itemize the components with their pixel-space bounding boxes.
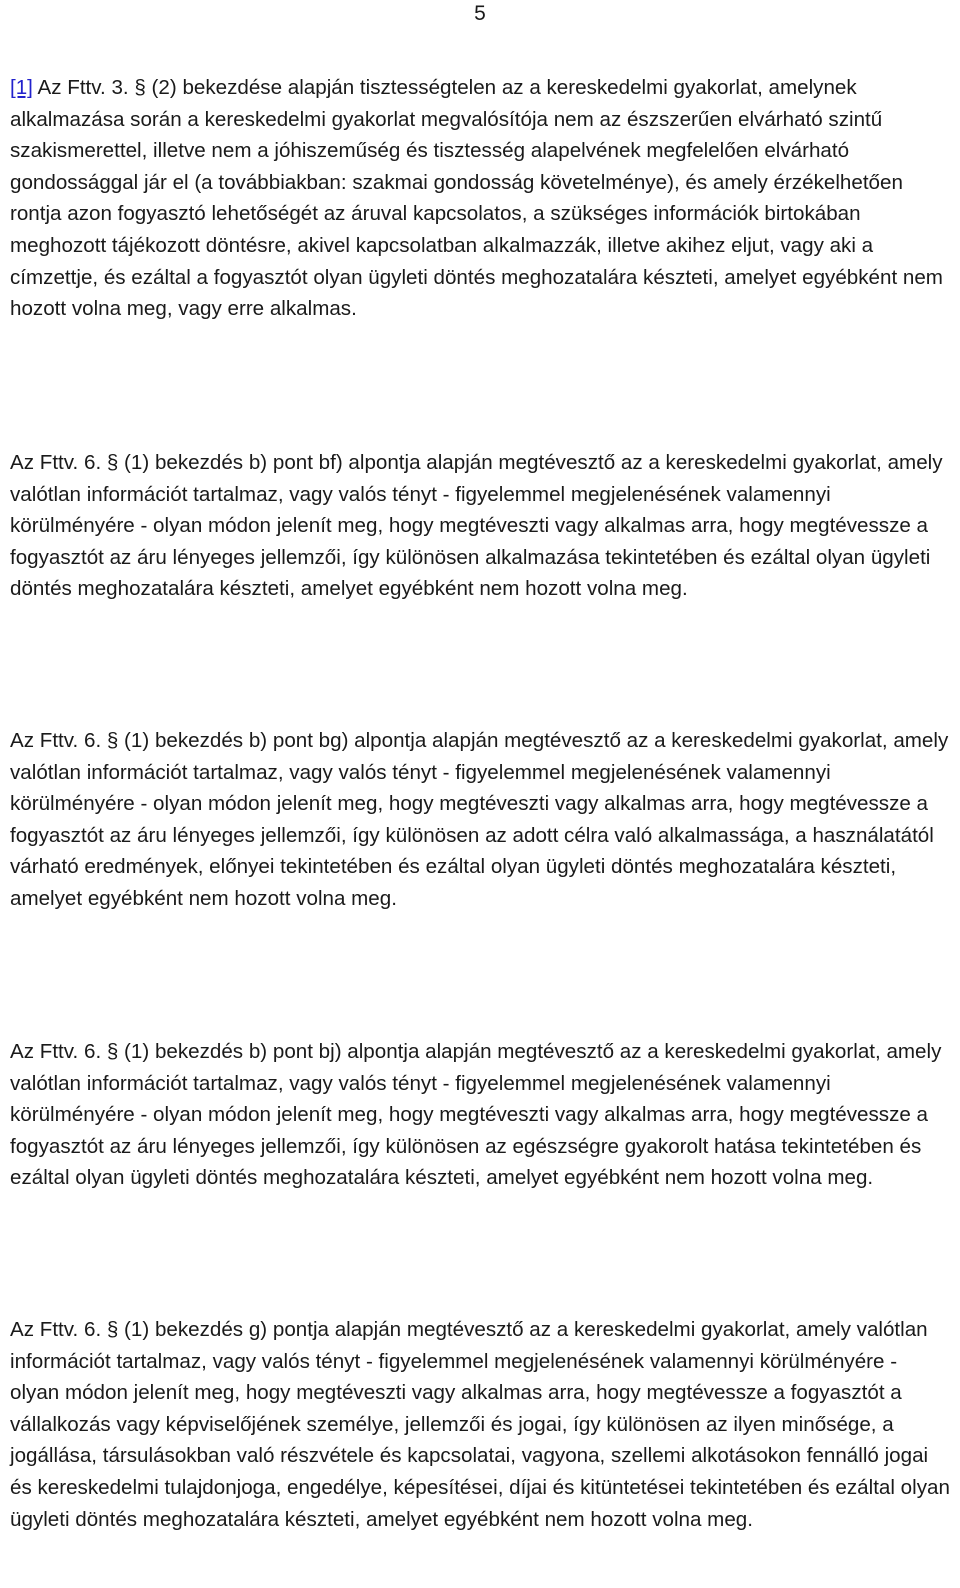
paragraph-fttv-6-1-b-bj: Az Fttv. 6. § (1) bekezdés b) pont bj) alpontja alapján megtévesztő az a kereskedelmi gyakorlat, amely valótlan információt tartalmaz, vagy valós tényt - figyelemmel megjelenésének valamennyi körülményére - olyan módon jelenít meg, hogy megtéveszti vagy alkalmas arra, hogy megtévessze a fogyasztót az áru lényeges jellemzői, így különösen az egészségre gyakorolt hatása tekintetében és ezáltal olyan ügyleti döntés meghozatalára készteti, amelyet egyébként nem hozott volna meg. [10, 1040, 942, 1190]
paragraph-fttv-6-1-g: Az Fttv. 6. § (1) bekezdés g) pontja alapján megtévesztő az a kereskedelmi gyakorlat, amely valótlan információt tartalmaz, vagy valós tényt - figyelemmel megjelenésének valamennyi körülményére - olyan módon jelenít meg, hogy megtéveszti vagy alkalmas arra, hogy megtévessze a fogyasztót a vállalkozás vagy képviselőjének személye, jellemzői és jogai, így különösen az ilyen minősége, a jogállása, társulásokban való részvétele és kapcsolatai, vagyona, szellemi alkotásokon fennálló jogai és kereskedelmi tulajdonjoga, engedélye, képesítései, díjai és kitüntetései tekintetében és ezáltal olyan ügyleti döntés meghozatalára készteti, amelyet egyébként nem hozott volna meg. [10, 1318, 950, 1531]
paragraph-fttv-6-1-b-bf: Az Fttv. 6. § (1) bekezdés b) pont bf) alpontja alapján megtévesztő az a kereskedelmi gyakorlat, amely valótlan információt tartalmaz, vagy valós tényt - figyelemmel megjelenésének valamennyi körülményére - olyan módon jelenít meg, hogy megtéveszti vagy alkalmas arra, hogy megtévesszе a fogyasztót az áru lényeges jellemzői, így különösen alkalmazása tekintetében és ezáltal olyan ügyleti döntés meghozatalára készteti, amelyet egyébként nem hozott volna meg. [10, 451, 943, 601]
paragraph-fttv-6-1-b-bg: Az Fttv. 6. § (1) bekezdés b) pont bg) alpontja alapján megtévesztő az a kereskedelmi gyakorlat, amely valótlan információt tartalmaz, vagy valós tényt - figyelemmel megjelenésének valamennyi körülményére - olyan módon jelenít meg, hogy megtéveszti vagy alkalmas arra, hogy megtévessze a fogyasztót az áru lényeges jellemzői, így különösen az adott célra való alkalmassága, a használatától várható eredmények, előnyei tekintetében és ezáltal olyan ügyleti döntés meghozatalára készteti, amelyet egyébként nem hozott volna meg. [10, 729, 949, 910]
paragraph-fttv-3-2 [10, 72, 950, 325]
paragraph-text: Az Fttv. 3. § (2) bekezdése alapján tisztességtelen az a kereskedelmi gyakorlat, amelynek alkalmazása során a kereskedelmi gyakorlat megvalósítója nem az észszerűen elvárható szintű szakismerettel, illetve nem a jóhiszeműség és tisztesség alapelvének megfelelően elvárható gondossággal jár el (a továbbiakban: szakmai gondosság követelménye), és amely érzékelhetően rontja azon fogyasztó lehetőségét az áruval kapcsolatos, a szükséges információk birtokában meghozott tájékozott döntésre, akivel kapcsolatban alkalmazzák, illetve akihez eljut, vagy aki a címzettje, és ezáltal a fogyasztót olyan ügyleti döntés meghozatalára készteti, amelyet egyébként nem hozott volna meg, vagy erre alkalmas. [10, 76, 943, 321]
page-number: 5 [474, 2, 486, 25]
footnote-link[interactable]: [1] [10, 76, 33, 99]
